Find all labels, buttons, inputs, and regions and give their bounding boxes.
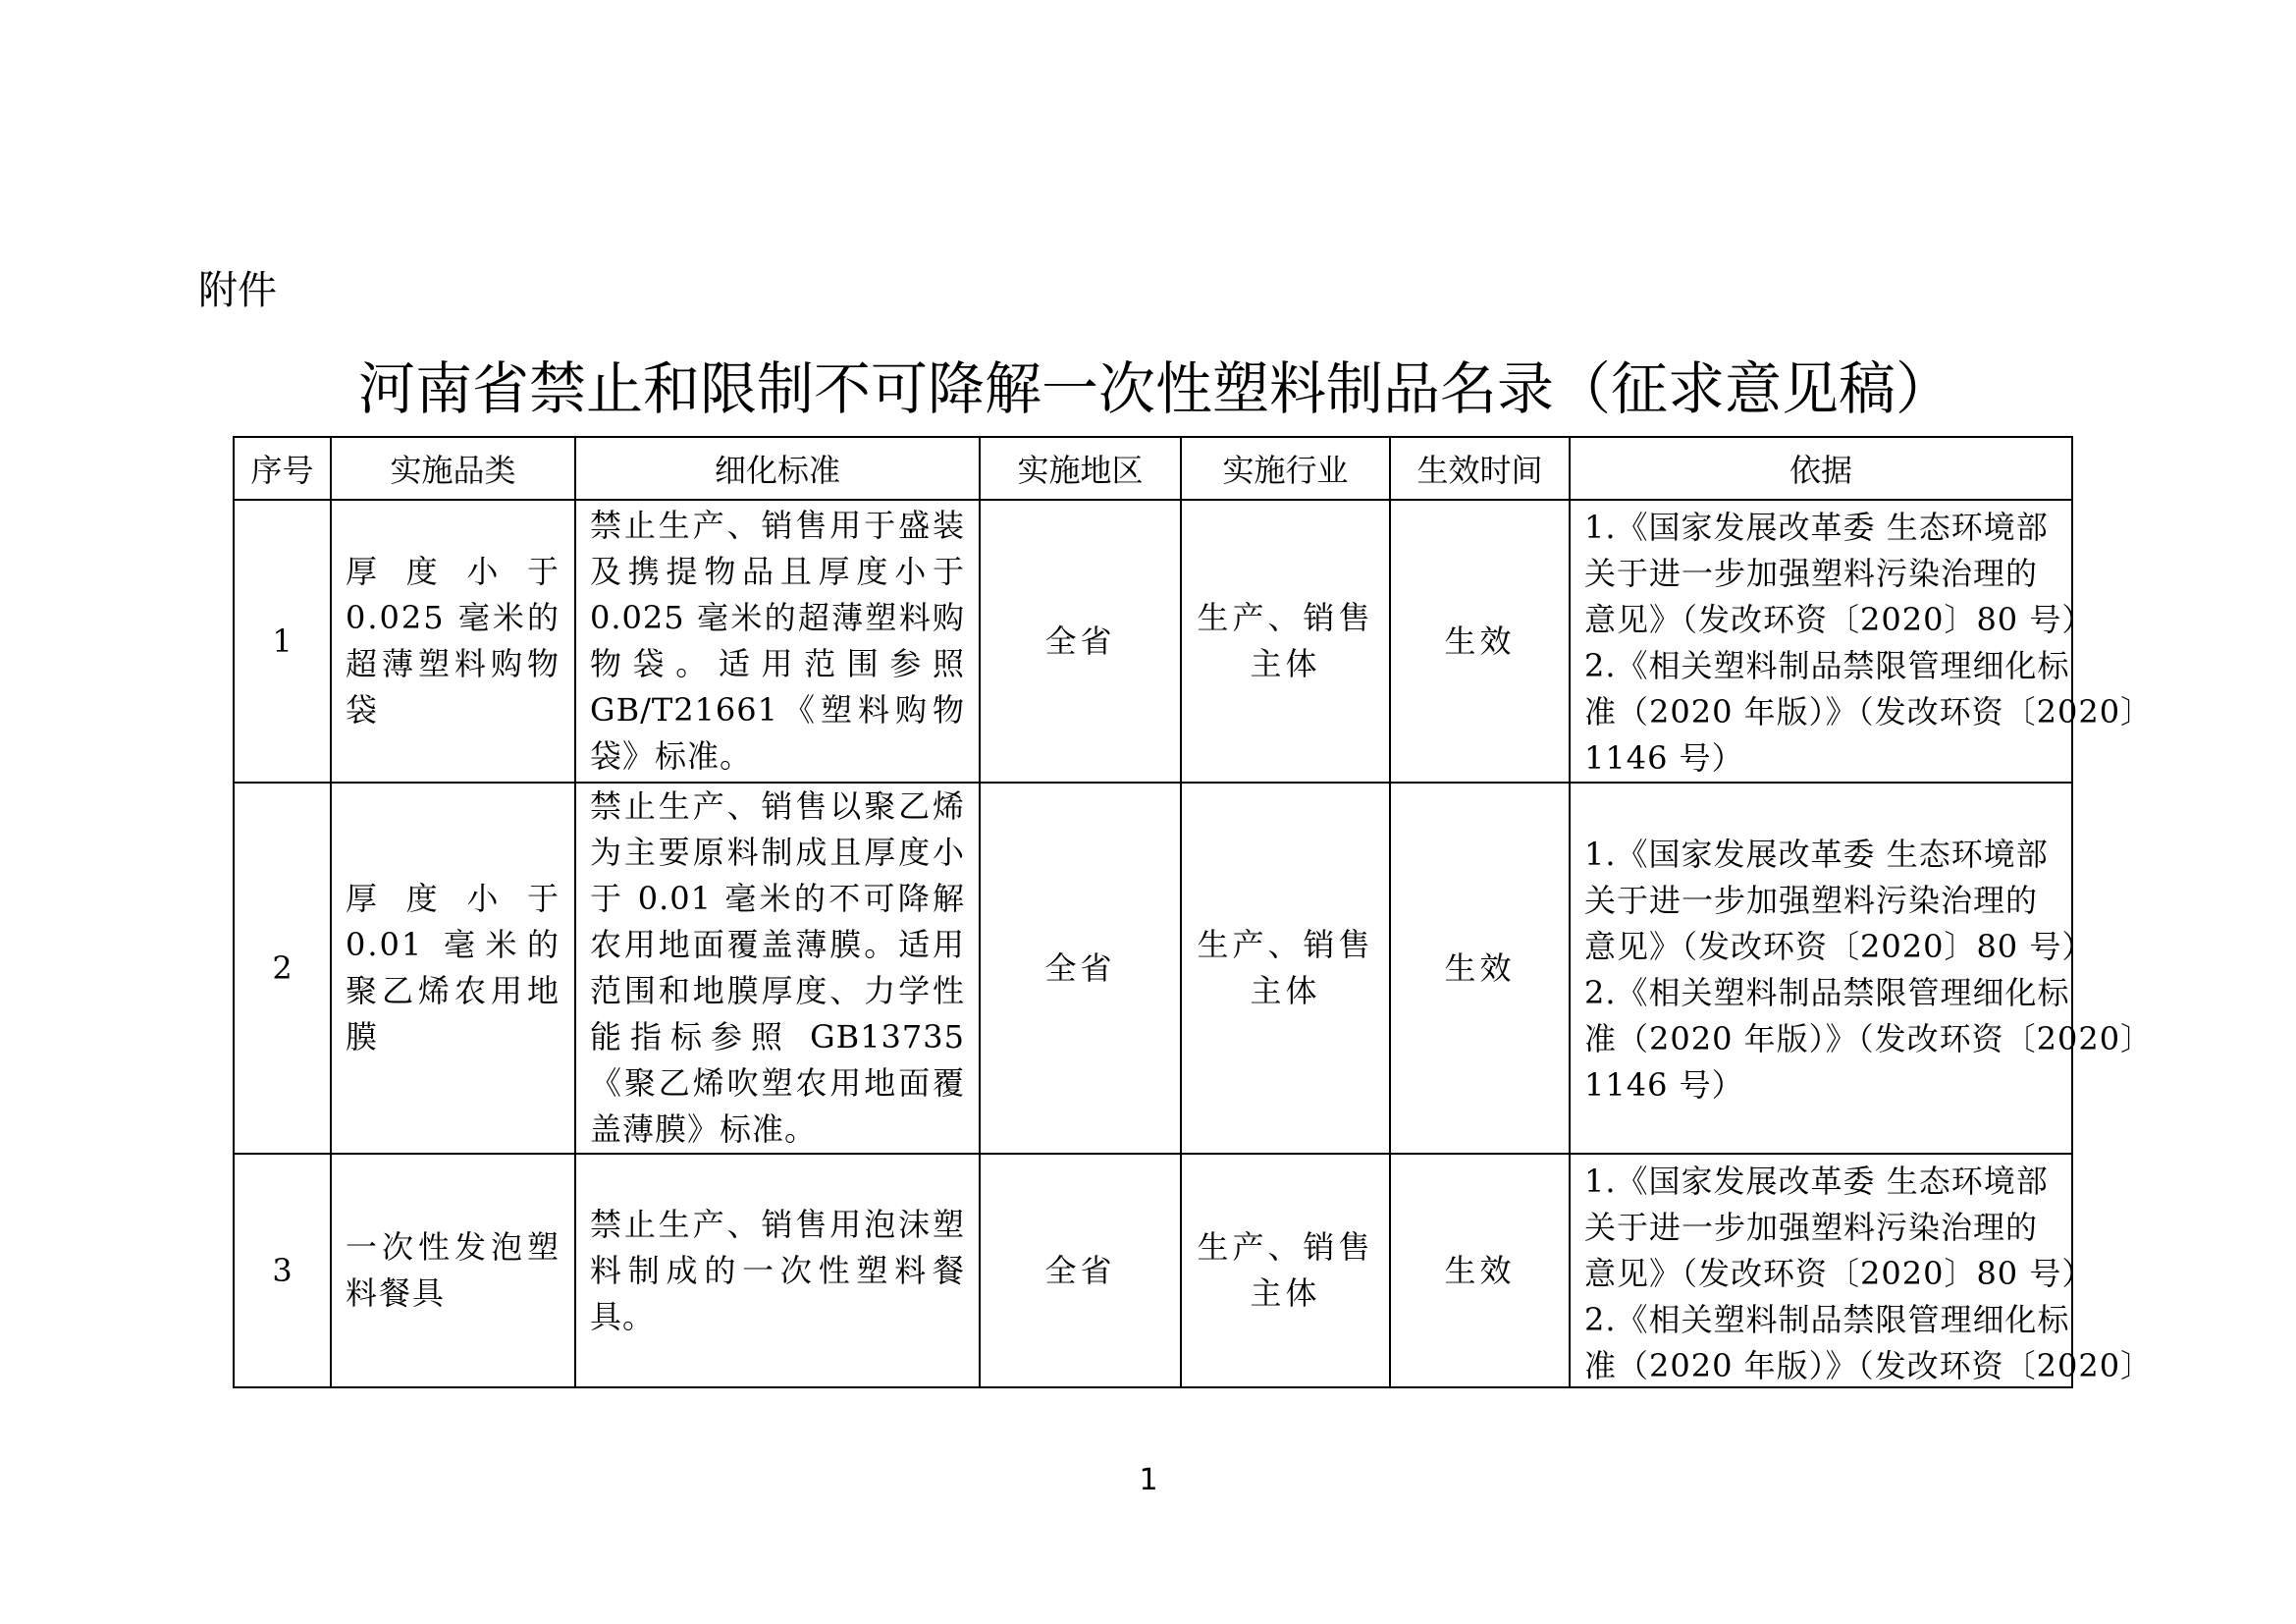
header-category: 实施品类 [331, 437, 575, 500]
basis-line: 1.《国家发展改革委 生态环境部 [1584, 836, 2049, 873]
implementation-region: 全省 [980, 1154, 1181, 1387]
header-effective: 生效时间 [1390, 437, 1570, 500]
table-row [234, 783, 2072, 1154]
implementation-category: 一次性发泡塑料餐具 [331, 1154, 575, 1387]
implementation-region: 全省 [980, 500, 1181, 783]
implementation-category: 厚度小于 0.01 毫米的聚乙烯农用地膜 [331, 783, 575, 1154]
effective-status: 生效 [1390, 1154, 1570, 1387]
catalog-table [233, 436, 2154, 1388]
page-number: 1 [1139, 1463, 1158, 1497]
implementation-category: 厚度小于 0.025 毫米的超薄塑料购物袋 [331, 500, 575, 783]
basis-line: 1146 号） [1584, 1066, 1744, 1104]
basis-line: 2.《相关塑料制品禁限管理细化标 [1584, 974, 2070, 1011]
detailed-standard: 禁止生产、销售用泡沫塑料制成的一次性塑料餐具。 [575, 1154, 980, 1387]
basis-line: 关于进一步加强塑料污染治理的 [1584, 882, 2039, 919]
effective-status: 生效 [1390, 783, 1570, 1154]
legal-basis [1570, 1154, 2154, 1387]
table-header-row [234, 437, 2072, 500]
implementation-industry: 生产、销售主体 [1181, 1154, 1390, 1387]
basis-line: 关于进一步加强塑料污染治理的 [1584, 555, 2039, 592]
basis-line: 1146 号） [1584, 739, 1744, 777]
table-row [234, 500, 2072, 783]
table-row [234, 1154, 2072, 1387]
basis-line: 2.《相关塑料制品禁限管理细化标 [1584, 647, 2070, 684]
attachment-label: 附件 [198, 268, 277, 313]
legal-basis [1570, 783, 2154, 1154]
basis-line: 1.《国家发展改革委 生态环境部 [1584, 509, 2049, 546]
basis-line: 意见》（发改环资〔2020〕80 号） [1584, 928, 2095, 965]
basis-line: 准（2020 年版）》（发改环资〔2020〕 [1584, 1020, 2154, 1057]
implementation-industry: 生产、销售主体 [1181, 500, 1390, 783]
document-title: 河南省禁止和限制不可降解一次性塑料制品名录（征求意见稿） [357, 355, 1952, 422]
basis-line: 准（2020 年版）》（发改环资〔2020〕 [1584, 1347, 2154, 1384]
implementation-region: 全省 [980, 783, 1181, 1154]
basis-line: 关于进一步加强塑料污染治理的 [1584, 1209, 2039, 1246]
implementation-industry: 生产、销售主体 [1181, 783, 1390, 1154]
row-number: 1 [234, 500, 331, 783]
effective-status: 生效 [1390, 500, 1570, 783]
basis-line: 1.《国家发展改革委 生态环境部 [1584, 1163, 2049, 1200]
header-no: 序号 [234, 437, 331, 500]
legal-basis [1570, 500, 2154, 783]
row-number: 2 [234, 783, 331, 1154]
header-standard: 细化标准 [575, 437, 980, 500]
detailed-standard: 禁止生产、销售以聚乙烯为主要原料制成且厚度小于 0.01 毫米的不可降解农用地面覆盖薄膜。适用范围和地膜厚度、力学性能指标参照 GB13735《聚乙烯吹塑农用地面覆盖薄膜》标准。 [575, 783, 980, 1154]
header-basis: 依据 [1570, 437, 2072, 500]
basis-line: 意见》（发改环资〔2020〕80 号） [1584, 1255, 2095, 1292]
header-region: 实施地区 [980, 437, 1181, 500]
header-industry: 实施行业 [1181, 437, 1390, 500]
row-number: 3 [234, 1154, 331, 1387]
detailed-standard: 禁止生产、销售用于盛装及携提物品且厚度小于 0.025 毫米的超薄塑料购物袋。适用范围参照 GB/T21661《塑料购物袋》标准。 [575, 500, 980, 783]
basis-line: 2.《相关塑料制品禁限管理细化标 [1584, 1301, 2070, 1338]
basis-line: 准（2020 年版）》（发改环资〔2020〕 [1584, 693, 2154, 731]
basis-line: 意见》（发改环资〔2020〕80 号） [1584, 601, 2095, 638]
